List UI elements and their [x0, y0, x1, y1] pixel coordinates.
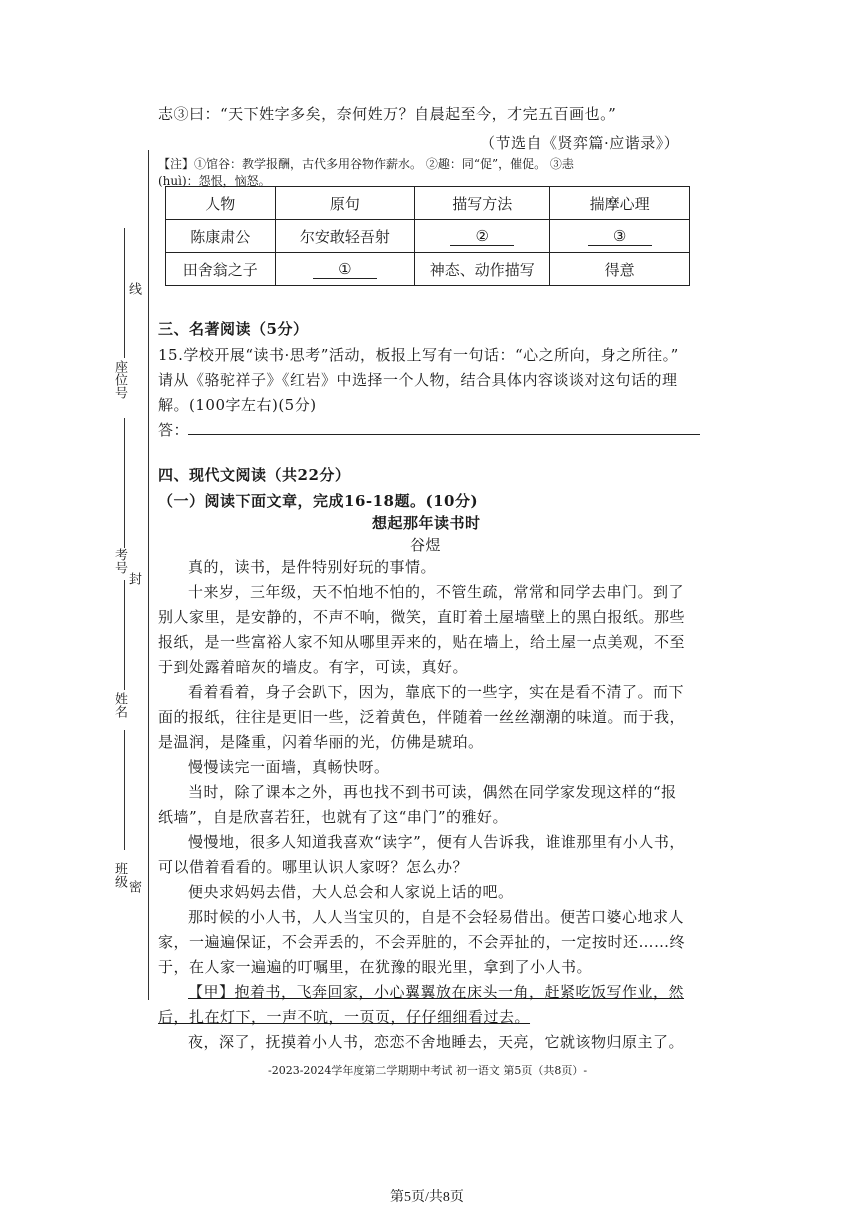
class-blank — [124, 730, 125, 850]
answer-blank-3: ③ — [588, 227, 652, 246]
paragraph: 慢慢读完一面墙，真畅快呀。 — [188, 758, 390, 776]
table-cell — [415, 220, 550, 253]
paragraph: 面的报纸，往往是更旧一些，泛着黄色，伴随着一丝丝潮潮的味道。而于我， — [158, 708, 686, 726]
paragraph: 那时候的小人书，人人当宝贝的，自是不会轻易借出。便苦口婆心地求人 — [188, 908, 685, 926]
answer-blank-2: ② — [450, 227, 514, 246]
page-number: 第5页/共8页 — [390, 1190, 464, 1205]
paragraph: 家，一遍遍保证，不会弄丢的，不会弄脏的，不会弄扯的，一定按时还……终 — [158, 933, 686, 951]
section4-title: 四、现代文阅读（共22分） — [158, 466, 351, 484]
mi-label: 密 — [126, 880, 141, 893]
table-header: 人物 — [166, 187, 276, 220]
section3-title: 三、名著阅读（5分） — [158, 320, 309, 338]
paragraph: 便央求妈妈去借，大人总会和人家说上话的吧。 — [188, 883, 514, 901]
notes-line-2: (huì)：怨恨，恼怒。 — [158, 174, 271, 188]
source-line: （节选自《贤弈篇·应谐录》） — [480, 134, 680, 152]
paragraph: 于到处露着暗灰的墙皮。有字，可读，真好。 — [158, 658, 469, 676]
table-cell — [275, 253, 415, 286]
feng-label: 封 — [126, 572, 141, 585]
table-header: 原句 — [275, 187, 415, 220]
notes-line-1: 【注】①馆谷：教学报酬，古代多用谷物作薪水。 ②趣：同“促”，催促。 ③恚 — [158, 157, 574, 171]
table-cell: 田舍翁之子 — [166, 253, 276, 286]
q15-line-1: 15.学校开展“读书·思考”活动，板报上写有一句话：“心之所向，身之所往。” — [158, 346, 679, 364]
name-blank — [124, 580, 125, 690]
seat-blank — [124, 228, 125, 358]
paragraph: 于，在人家一遍遍的叮嘱里，在犹豫的眼光里，拿到了小人书。 — [158, 958, 593, 976]
exam-no-label: 考号 — [112, 548, 127, 574]
paragraph: 纸墙”，自是欣喜若狂，也就有了这“串门”的雅好。 — [158, 808, 509, 826]
table-cell — [550, 220, 690, 253]
table-cell: 神态、动作描写 — [415, 253, 550, 286]
paragraph: 看着看着，身子会趴下，因为，靠底下的一些字，实在是看不清了。而下 — [188, 683, 685, 701]
article-author: 谷煜 — [410, 536, 442, 554]
analysis-table — [165, 186, 690, 286]
article-title: 想起那年读书时 — [372, 514, 481, 532]
examno-blank — [124, 418, 125, 548]
table-cell: 尔安敢轻吾射 — [275, 220, 415, 253]
paragraph: 当时，除了课本之外，再也找不到书可读，偶然在同学家发现这样的“报 — [188, 783, 677, 801]
table-cell: 陈康肃公 — [166, 220, 276, 253]
table-header: 描写方法 — [415, 187, 550, 220]
table-header-row — [166, 187, 690, 220]
table-header: 揣摩心理 — [550, 187, 690, 220]
binding-line — [148, 150, 149, 1000]
xian-label: 线 — [126, 282, 141, 295]
paragraph: 报纸，是一些富裕人家不知从哪里弄来的，贴在墙上，给土屋一点美观，不至 — [158, 633, 686, 651]
class-label: 班级 — [112, 862, 127, 888]
table-row — [166, 253, 690, 286]
paragraph-jia-cont: 后，扎在灯下，一声不吭，一页页，仔仔细细看过去。 — [158, 1008, 531, 1026]
section4-sub: （一）阅读下面文章，完成16-18题。(10分) — [158, 492, 479, 510]
page-footer: -2023-2024学年度第二学期期中考试 初一语文 第5页（共8页）- — [268, 1064, 588, 1077]
answer-line[interactable] — [188, 434, 700, 435]
paragraph: 别人家里，是安静的，不声不响，微笑，直盯着土屋墙壁上的黑白报纸。那些 — [158, 608, 686, 626]
answer-blank-1: ① — [313, 260, 377, 279]
table-row — [166, 220, 690, 253]
seat-label: 座位号 — [112, 360, 127, 399]
q15-line-3: 解。(100字左右)(5分) — [158, 396, 317, 414]
q15-line-2: 请从《骆驼祥子》《红岩》中选择一个人物，结合具体内容谈谈对这句话的理 — [158, 371, 678, 389]
paragraph: 慢慢地，很多人知道我喜欢“读字”，便有人告诉我，谁谁那里有小人书， — [188, 833, 685, 851]
top-quote: 志③曰：“天下姓字多矣，奈何姓万？自晨起至今，才完五百画也。” — [158, 105, 617, 123]
paragraph: 真的，读书，是件特别好玩的事情。 — [188, 558, 437, 576]
table-cell: 得意 — [550, 253, 690, 286]
paragraph: 十来岁，三年级，天不怕地不怕的，不管生疏，常常和同学去串门。到了 — [188, 583, 685, 601]
paragraph-jia: 【甲】抱着书，飞奔回家，小心翼翼放在床头一角，赶紧吃饭写作业，然 — [188, 983, 685, 1001]
paragraph: 是温润，是隆重，闪着华丽的光，仿佛是琥珀。 — [158, 733, 484, 751]
paragraph: 可以借着看看的。哪里认识人家呀？怎么办？ — [158, 858, 469, 876]
name-label: 姓名 — [112, 692, 127, 718]
paragraph: 夜，深了，抚摸着小人书，恋恋不舍地睡去，天亮，它就该物归原主了。 — [188, 1033, 685, 1051]
answer-label: 答： — [158, 421, 190, 439]
